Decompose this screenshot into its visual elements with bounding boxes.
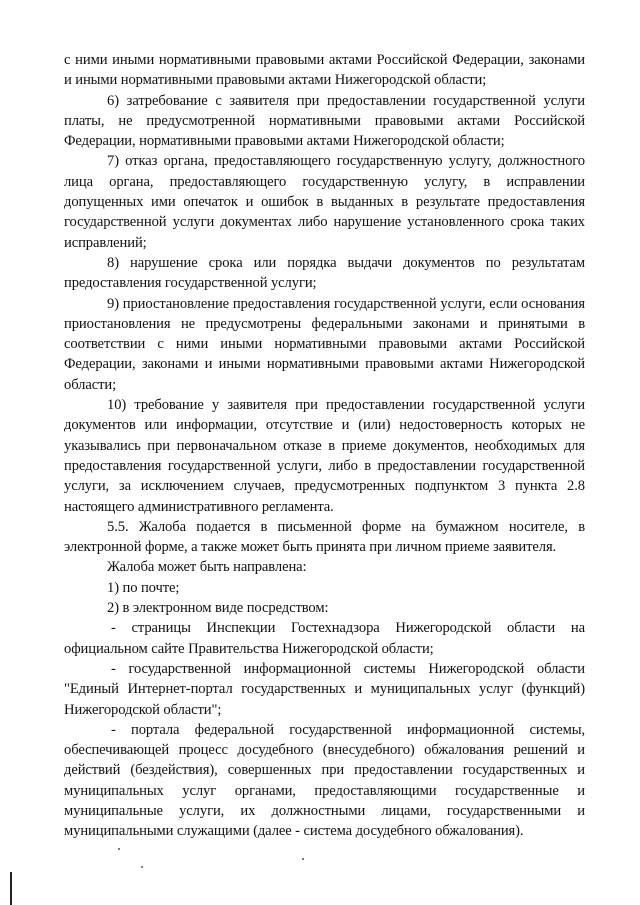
list-item-by-mail: 1) по почте;: [107, 579, 180, 596]
scan-speck: [141, 866, 143, 868]
paragraph-continuation: с ними иными нормативными правовыми актами Российской Федерации, законами и иными нормативными правовыми актами Нижегородской области;: [64, 52, 585, 89]
document-body: [64, 50, 585, 842]
paragraph-item-8: 8) нарушение срока или порядка выдачи документов по результатам предоставления государственной услуги;: [64, 254, 585, 292]
paragraph-item-9: 9) приостановление предоставления государственной услуги, если основания приостановления не предусмотрены федеральными законами и принятыми в соответствии с ними иными нормативными правовыми актами Российской Федерации, законами и иными нормативными правовыми актами Нижегородской области;: [64, 295, 585, 393]
paragraph-submission-methods: Жалоба может быть направлена:: [107, 559, 307, 576]
paragraph-item-6: 6) затребование с заявителя при предоставлении государственной услуги платы, не предусмотренной нормативными правовыми актами Российской Федерации, нормативными правовыми актами Нижегородской области;: [64, 92, 585, 150]
paragraph-clause-5-5: 5.5. Жалоба подается в письменной форме на бумажном носителе, в электронной форме, а также может быть принята при личном приеме заявителя.: [64, 518, 585, 556]
paragraph-item-10: 10) требование у заявителя при предоставлении государственной услуги документов или информации, отсутствие и (или) недостоверность которых не указывались при первоначальном отказе в приеме документов, необходимых для предоставления государственной услуги, либо в предоставлении государственной услуги, за исключением случаев, предусмотренных подпунктом 3 пункта 2.8 настоящего административного регламента.: [64, 397, 585, 515]
list-item-regional-portal: - государственной информационной системы Нижегородской области "Единый Интернет-портал государственных и муниципальных услуг (функций) Нижегородской области";: [64, 660, 585, 718]
paragraph-item-7: 7) отказ органа, предоставляющего государственную услугу, должностного лица органа, предоставляющего государственную услугу, в исправлении допущенных ими опечаток и ошибок в выданных в результате предоставления государственной услуги документах либо нарушение установленного срока таких исправлений;: [64, 153, 585, 251]
scan-speck: [118, 848, 120, 850]
list-item-inspection-page: - страницы Инспекции Гостехнадзора Нижегородской области на официальном сайте Правительства Нижегородской области;: [64, 620, 585, 657]
list-item-electronic: 2) в электронном виде посредством:: [107, 600, 329, 617]
scan-speck: [302, 858, 304, 860]
scan-edge-mark: [10, 872, 12, 905]
list-item-federal-portal: - портала федеральной государственной информационной системы, обеспечивающей процесс досудебного (внесудебного) обжалования решений и действий (бездействия), совершенных при предоставлении государственных и муниципальных услуг органами, предоставляющими государственные и муниципальные услуги, их должностными лицами, государственными и муниципальными служащими (далее - система досудебного обжалования).: [64, 721, 585, 840]
